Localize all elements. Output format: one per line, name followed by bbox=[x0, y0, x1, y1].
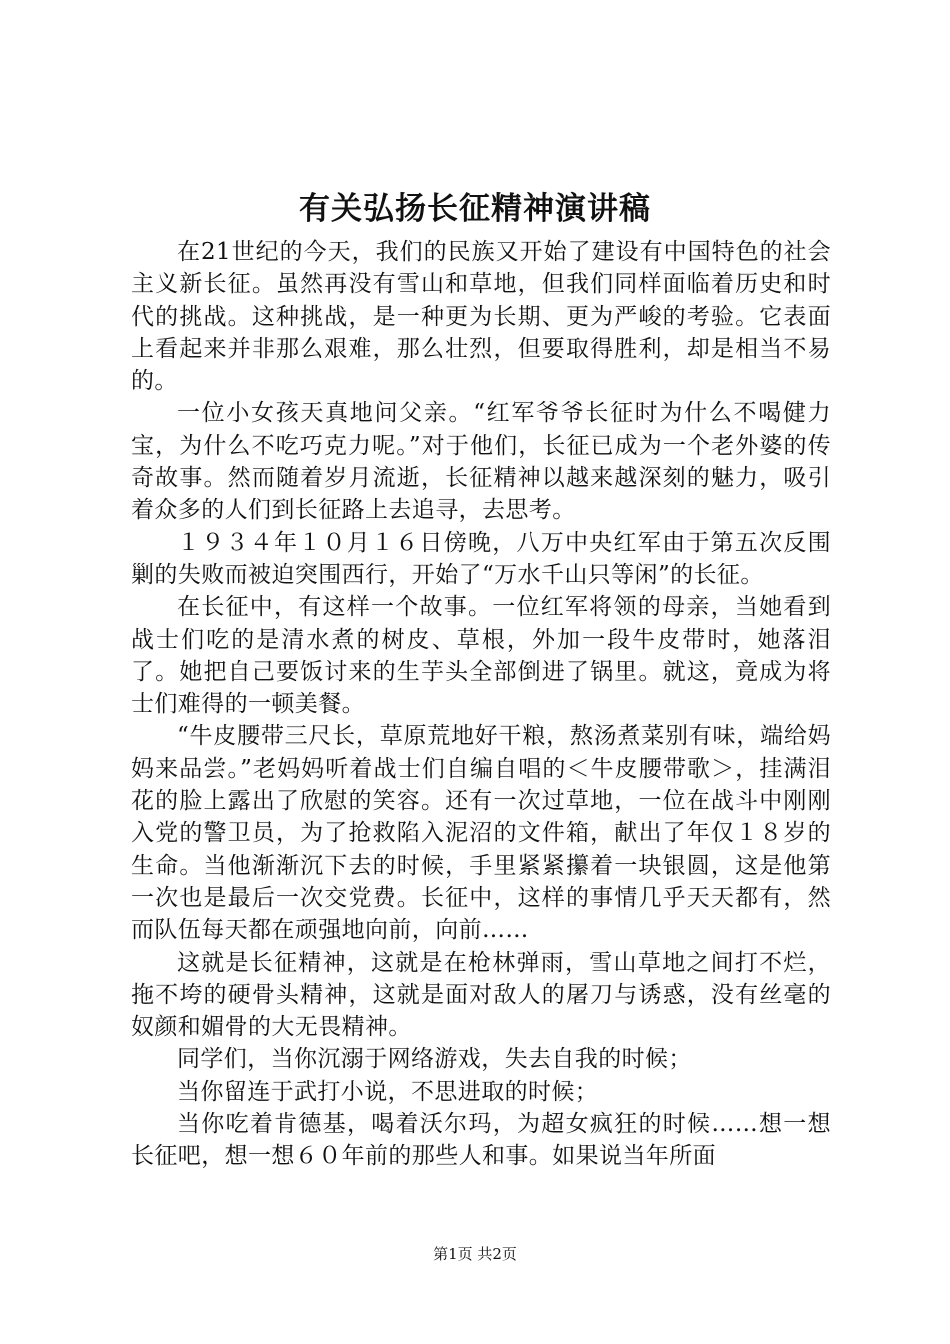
paragraph-6: 这就是长征精神，这就是在枪林弹雨，雪山草地之间打不烂，拖不垮的硬骨头精神，这就是面对敌人的屠刀与诱惑，没有丝毫的奴颜和媚骨的大无畏精神。 bbox=[131, 949, 831, 1041]
paragraph-2: 一位小女孩天真地问父亲。“红军爷爷长征时为什么不喝健力宝，为什么不吃巧克力呢。”对于他们，长征已成为一个老外婆的传奇故事。然而随着岁月流逝，长征精神以越来越深刻的魅力，吸引着众多的人们到长征路上去追寻，去思考。 bbox=[131, 400, 831, 524]
document-title: 有关弘扬长征精神演讲稿 bbox=[299, 191, 651, 227]
page-number-footer: 第1页 共2页 bbox=[433, 1245, 517, 1263]
paragraph-7: 同学们，当你沉溺于网络游戏，失去自我的时候； bbox=[177, 1046, 692, 1073]
paragraph-8: 当你留连于武打小说，不思进取的时候； bbox=[177, 1078, 599, 1105]
paragraph-9: 当你吃着肯德基，喝着沃尔玛，为超女疯狂的时候……想一想长征吧，想一想６０年前的那些人和事。如果说当年所面 bbox=[131, 1111, 831, 1170]
paragraph-4: 在长征中，有这样一个故事。一位红军将领的母亲，当她看到战士们吃的是清水煮的树皮、草根，外加一段牛皮带时，她落泪了。她把自己要饭讨来的生芋头全部倒进了锅里。就这，竟成为将士们难得的一顿美餐。 bbox=[131, 594, 831, 718]
paragraph-5: “牛皮腰带三尺长，草原荒地好干粮，熬汤煮菜别有味，端给妈妈来品尝。”老妈妈听着战士们自编自唱的＜牛皮腰带歌＞，挂满泪花的脸上露出了欣慰的笑容。还有一次过草地，一位在战斗中刚刚入党的警卫员，为了抢救陷入泥沼的文件箱，献出了年仅１８岁的生命。当他渐渐沉下去的时候，手里紧紧攥着一块银圆，这是他第一次也是最后一次交党费。长征中，这样的事情几乎天天都有，然而队伍每天都在顽强地向前，向前…… bbox=[131, 723, 831, 944]
paragraph-3: １９３４年１０月１６日傍晚，八万中央红军由于第五次反围剿的失败而被迫突围西行，开始了“万水千山只等闲”的长征。 bbox=[131, 529, 831, 588]
paragraph-1: 在21世纪的今天，我们的民族又开始了建设有中国特色的社会主义新长征。虽然再没有雪山和草地，但我们同样面临着历史和时代的挑战。这种挑战，是一种更为长期、更为严峻的考验。它表面上看起来并非那么艰难，那么壮烈，但要取得胜利，却是相当不易的。 bbox=[131, 239, 831, 395]
document-body bbox=[131, 236, 831, 1173]
